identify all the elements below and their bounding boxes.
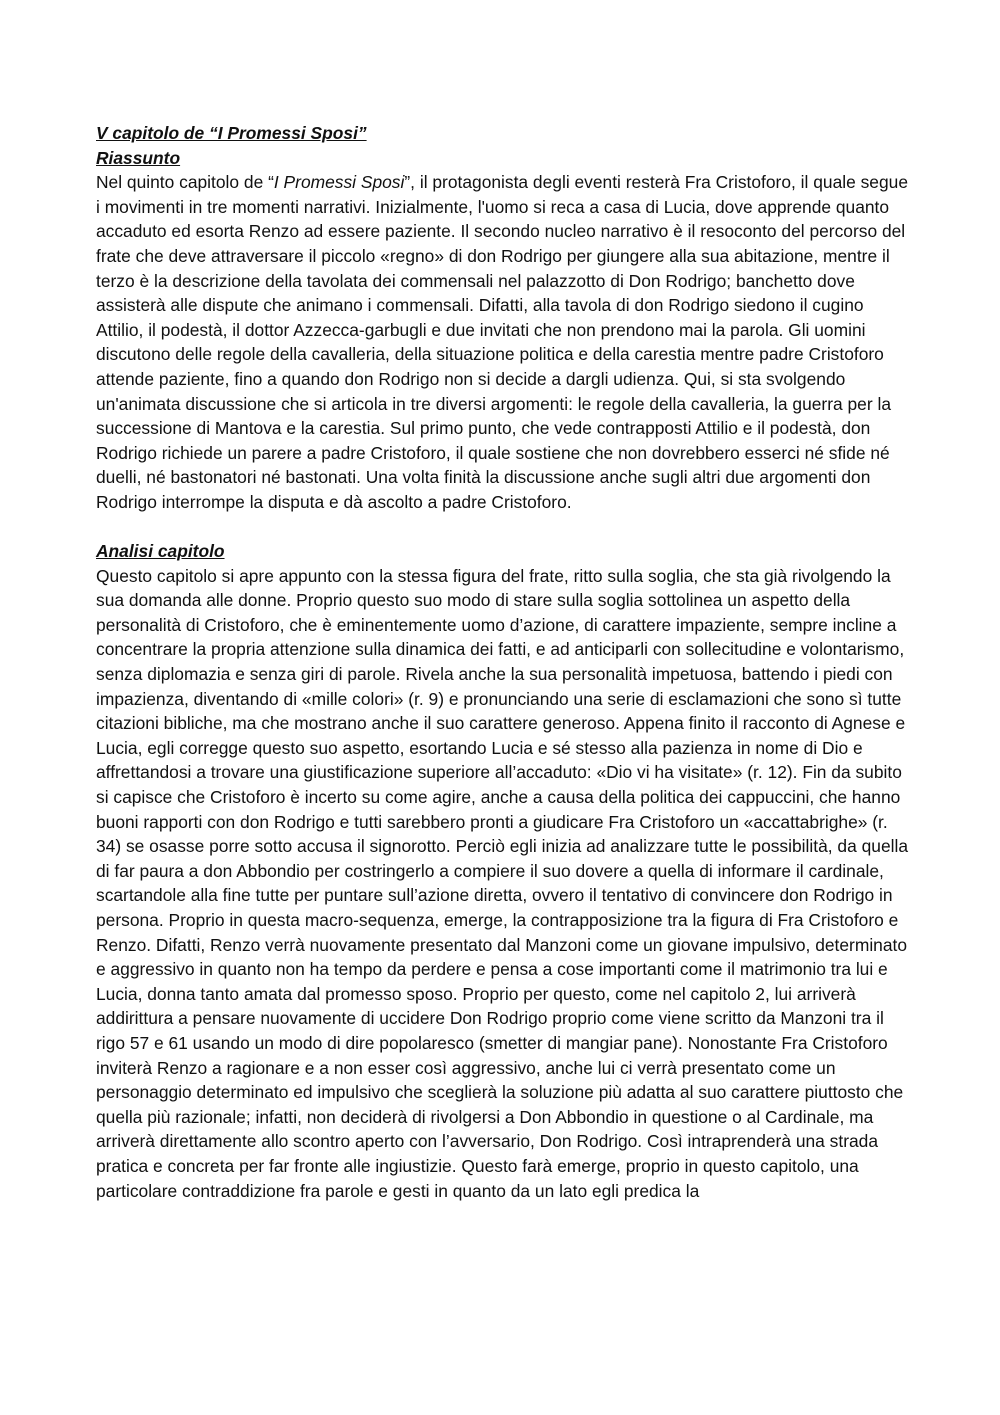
section-heading-riassunto: Riassunto [96,147,181,168]
document-page [96,121,908,1203]
section-heading-analisi: Analisi capitolo [96,541,225,562]
book-title-italic: I Promessi Sposi [273,172,405,193]
paragraph-text: ”, il protagonista degli eventi resterà Fra Cristoforo, il quale segue i movimenti in tre momenti narrativi. Inizialmente, l'uomo si reca a casa di Lucia, dove apprende quanto accaduto ed esorta Renzo ad essere paziente. Il secondo nucleo narrativo è il resoconto del percorso del frate che deve attraversare il piccolo «regno» di don Rodrigo per giungere alla sua abitazione, mentre il terzo è la descrizione della tavolata dei commensali nel palazzotto di Don Rodrigo; banchetto dove assisterà alle dispute che animano i commensali. Difatti, alla tavola di don Rodrigo siedono il cugino Attilio, il podestà, il dottor Azzecca-garbugli e due invitati che non prendono mai la parola. Gli uomini discutono delle regole della cavalleria, della situazione politica e della carestia mentre padre Cristoforo attende paziente, fino a quando don Rodrigo non si decide a dargli udienza. Qui, si sta svolgendo un'animata discussione che si articola in tre diversi argomenti: le regole della cavalleria, la guerra per la successione di Mantova e la carestia. Sul primo punto, che vede contrapposti Attilio e il podestà, don Rodrigo richiede un parere a padre Cristoforo, il quale sostiene che non dovrebbero esserci né sfide né duelli, né bastonatori né bastonati. Una volta finità la discussione anche sugli altri due argomenti don Rodrigo interrompe la disputa e dà ascolto a padre Cristoforo. [96,172,908,512]
paragraph-spacer [96,515,908,540]
paragraph-riassunto [96,170,908,514]
paragraph-analisi: Questo capitolo si apre appunto con la stessa figura del frate, ritto sulla soglia, che sta già rivolgendo la sua domanda alle donne. Proprio questo suo modo di stare sulla soglia sottolinea un aspetto della personalità di Cristoforo, che è eminentemente uomo d’azione, di carattere impaziente, sempre incline a concentrare la propria attenzione sulla dinamica dei fatti, e ad anticiparli con sollecitudine e volontarismo, senza diplomazia e senza giri di parole. Rivela anche la sua personalità impetuosa, battendo i piedi con impazienza, diventando di «mille colori» (r. 9) e pronunciando una serie di esclamazioni che sono sì tutte citazioni bibliche, ma che mostrano anche il suo carattere generoso. Appena finito il racconto di Agnese e Lucia, egli corregge questo suo aspetto, esortando Lucia e sé stesso alla pazienza in nome di Dio e affrettandosi a trovare una giustificazione superiore all’accaduto: «Dio vi ha visitate» (r. 12). Fin da subito si capisce che Cristoforo è incerto su come agire, anche a causa della politica dei cappuccini, che hanno buoni rapporti con don Rodrigo e tutti sarebbero pronti a giudicare Fra Cristoforo un «accattabrighe» (r. 34) se osasse porre sotto accusa il signorotto. Perciò egli inizia ad analizzare tutte le possibilità, da quella di far paura a don Abbondio per costringerlo a compiere il suo dovere a quella di informare il cardinale, scartandole alla fine tutte per puntare sull’azione diretta, ovvero il tentativo di convincere don Rodrigo in persona. Proprio in questa macro-sequenza, emerge, la contrapposizione tra la figura di Fra Cristoforo e Renzo. Difatti, Renzo verrà nuovamente presentato dal Manzoni come un giovane impulsivo, determinato e aggressivo in quanto non ha tempo da perdere e pensa a cose importanti come il matrimonio tra lui e Lucia, donna tanto amata dal promesso sposo. Proprio per questo, come nel capitolo 2, lui arriverà addirittura a pensare nuovamente di uccidere Don Rodrigo proprio come viene scritto da Manzoni tra il rigo 57 e 61 usando un modo di dire popolaresco (smetter di mangiar pane). Nonostante Fra Cristoforo inviterà Renzo a ragionare e a non esser così aggressivo, anche lui ci verrà presentato come un personaggio determinato ed impulsivo che sceglierà la soluzione più adatta al suo carattere piuttosto che quella più razionale; infatti, non deciderà di rivolgersi a Don Abbondio in questione o al Cardinale, ma arriverà direttamente allo scontro aperto con l’avversario, Don Rodrigo. Così intraprenderà una strada pratica e concreta per far fronte alle ingiustizie. Questo farà emerge, proprio in questo capitolo, una particolare contraddizione fra parole e gesti in quanto da un lato egli predica la [96,565,909,1201]
document-title: V capitolo de “I Promessi Sposi” [96,123,367,143]
paragraph-text: Nel quinto capitolo de “ [96,172,274,193]
